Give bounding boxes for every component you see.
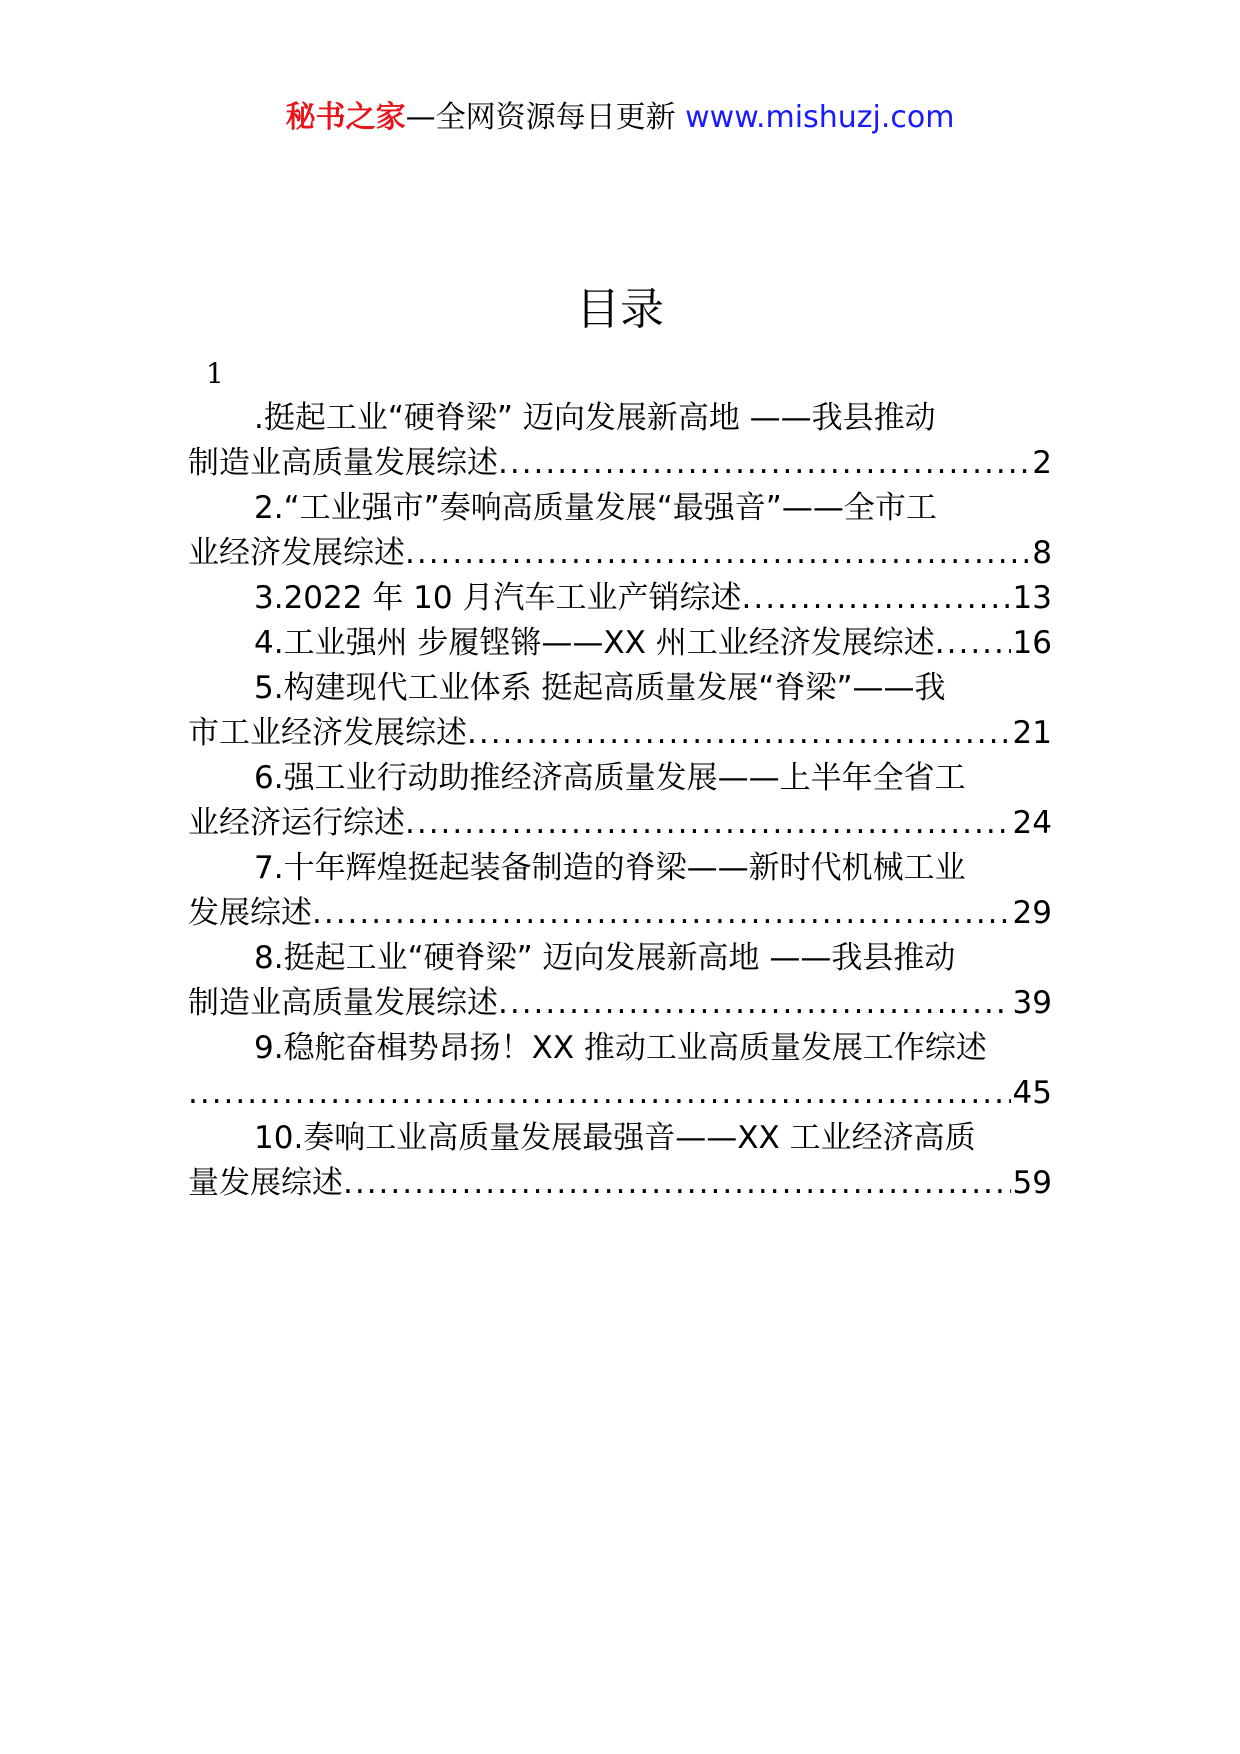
toc-entry[interactable] — [188, 756, 1052, 846]
toc-entry-title: 业经济运行综述 — [188, 805, 405, 841]
toc-entry[interactable] — [188, 1026, 1052, 1116]
toc-page-number: 13 — [1012, 580, 1052, 616]
toc-page-number: 59 — [1012, 1165, 1052, 1201]
toc-page-number: 8 — [1032, 535, 1052, 571]
toc-entry-title: 市工业经济发展综述 — [188, 715, 467, 751]
toc-entry-title: 3.2022 年 10 月汽车工业产销综述 — [254, 580, 742, 616]
toc-entry-title: 制造业高质量发展综述 — [188, 445, 498, 481]
toc-entry-title: .挺起工业“硬脊梁” 迈向发展新高地 ——我县推动 — [254, 400, 936, 436]
toc-entry-title: 5.构建现代工业体系 挺起高质量发展“脊梁”——我 — [254, 670, 946, 706]
toc-page-number: 16 — [1012, 625, 1052, 661]
toc-page-number: 29 — [1012, 895, 1052, 931]
toc-page-number: 2 — [1032, 445, 1052, 481]
toc-entry-title: 量发展综述 — [188, 1165, 343, 1201]
toc-leader-dots — [935, 621, 1011, 666]
toc-entry-title: 制造业高质量发展综述 — [188, 985, 498, 1021]
toc-entry-title: 2.“工业强市”奏响高质量发展“最强音”——全市工 — [254, 490, 937, 526]
toc-entry[interactable] — [188, 576, 1052, 621]
toc-entry[interactable] — [188, 666, 1052, 756]
toc-entry[interactable] — [188, 486, 1052, 576]
toc-leader-dots — [741, 576, 1010, 621]
toc-entry-title: 8.挺起工业“硬脊梁” 迈向发展新高地 ——我县推动 — [254, 940, 956, 976]
stray-number: 1 — [206, 357, 224, 390]
page-title: 目录 — [576, 284, 664, 335]
toc-leader-dots — [312, 891, 1011, 936]
toc-leader-dots — [405, 801, 1011, 846]
toc-entry[interactable] — [188, 1116, 1052, 1206]
site-url-link[interactable]: www.mishuzj.com — [685, 100, 955, 135]
toc-entry-title: 发展综述 — [188, 895, 312, 931]
site-header — [0, 98, 1240, 138]
toc-leader-dots — [343, 1161, 1011, 1206]
site-brand: 秘书之家 — [285, 100, 406, 135]
table-of-contents — [188, 396, 1052, 1206]
toc-page-number: 21 — [1012, 715, 1052, 751]
toc-entry[interactable] — [188, 621, 1052, 666]
toc-leader-dots — [467, 711, 1011, 756]
toc-entry-title: 10.奏响工业高质量发展最强音——XX 工业经济高质 — [254, 1120, 976, 1156]
toc-page-number: 45 — [1012, 1075, 1052, 1111]
toc-page-number: 24 — [1012, 805, 1052, 841]
toc-leader-dots — [498, 981, 1011, 1026]
toc-entry-title: 4.工业强州 步履铿锵——XX 州工业经济发展综述 — [254, 625, 935, 661]
toc-entry-title: 9.稳舵奋楫势昂扬！XX 推动工业高质量发展工作综述 — [254, 1030, 987, 1066]
toc-entry-title: 6.强工业行动助推经济高质量发展——上半年全省工 — [254, 760, 966, 796]
toc-page-number: 39 — [1012, 985, 1052, 1021]
toc-entry[interactable] — [188, 936, 1052, 1026]
toc-leader-dots — [405, 531, 1030, 576]
toc-leader-dots — [188, 1071, 1011, 1116]
toc-entry[interactable] — [188, 846, 1052, 936]
site-slogan: —全网资源每日更新 — [405, 100, 676, 135]
toc-entry-title: 7.十年辉煌挺起装备制造的脊梁——新时代机械工业 — [254, 850, 966, 886]
toc-entry-title: 业经济发展综述 — [188, 535, 405, 571]
toc-entry[interactable] — [188, 396, 1052, 486]
toc-leader-dots — [498, 441, 1030, 486]
